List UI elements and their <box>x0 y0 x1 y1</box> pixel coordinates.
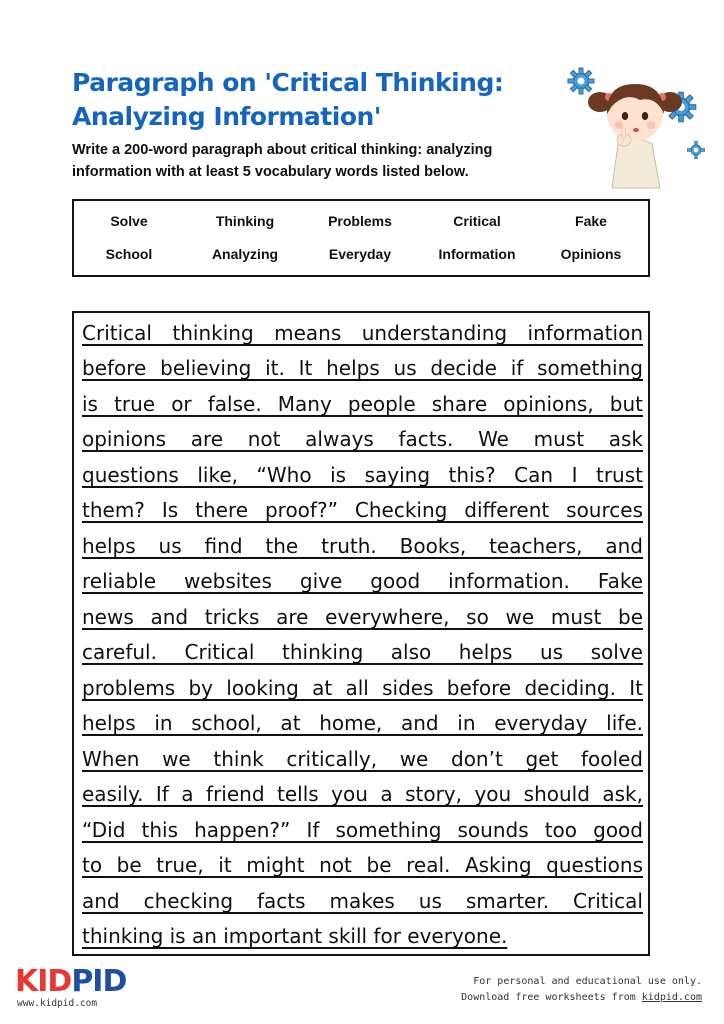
girl-thinking-illustration <box>582 70 692 190</box>
usage-note: For personal and educational use only. <box>473 976 702 987</box>
paragraph-line: is true or false. Many people share opinions, but <box>82 392 643 416</box>
website-url[interactable]: www.kidpid.com <box>17 998 98 1009</box>
paragraph-line: helps in school, at home, and in everyday life. <box>82 711 643 735</box>
download-note <box>461 990 702 1006</box>
paragraph-line: reliable websites give good information. Fake <box>82 569 643 593</box>
footer-note <box>461 974 702 1006</box>
paragraph-line: “Did this happen?” If something sounds too good <box>82 818 643 842</box>
worksheet-title: Paragraph on 'Critical Thinking: Analyzing Information' <box>72 68 504 131</box>
paragraph-line: to be true, it might not be real. Asking questions <box>82 853 643 877</box>
paragraph-line: When we think critically, we don’t get fooled <box>82 747 643 771</box>
vocab-word: Analyzing <box>211 246 279 262</box>
vocab-word: Solve <box>110 213 148 229</box>
paragraph-line: easily. If a friend tells you a story, you should ask, <box>82 782 643 806</box>
paragraph-line: careful. Critical thinking also helps us solve <box>82 640 643 664</box>
paragraph-line: problems by looking at all sides before deciding. It <box>82 676 643 700</box>
paragraph-line: helps us find the truth. Books, teachers, and <box>82 534 643 558</box>
worksheet-instructions: Write a 200-word paragraph about critical thinking: analyzing information with at least 5 vocabulary words listed below. <box>72 142 493 180</box>
paragraph-line: thinking is an important skill for everyone. <box>82 924 508 948</box>
kidpid-logo[interactable] <box>15 966 126 998</box>
vocab-word: Fake <box>575 213 607 229</box>
paragraph-line: them? Is there proof?” Checking different sources <box>82 498 643 522</box>
vocab-word: Problems <box>328 213 392 229</box>
vocab-word: Thinking <box>215 213 275 229</box>
download-note-prefix: Download free worksheets from <box>461 992 642 1003</box>
logo-text-pid: PID <box>71 964 127 999</box>
paragraph-line: questions like, “Who is saying this? Can I trust <box>82 463 643 487</box>
paragraph-line: and checking facts makes us smarter. Critical <box>82 889 643 913</box>
paragraph-line: before believing it. It helps us decide if something <box>82 356 643 380</box>
paragraph-line: Critical thinking means understanding information <box>82 321 643 345</box>
vocab-word: School <box>105 246 153 262</box>
vocab-word: Opinions <box>560 246 622 262</box>
paragraph-line: opinions are not always facts. We must ask <box>82 427 643 451</box>
logo-text-kid: KID <box>15 964 72 999</box>
paragraph-line: news and tricks are everywhere, so we must be <box>82 605 643 629</box>
kidpid-link[interactable]: kidpid.com <box>641 992 702 1003</box>
vocab-word: Everyday <box>328 246 392 262</box>
vocab-word: Information <box>438 246 516 262</box>
vocab-word: Critical <box>453 213 501 229</box>
vocabulary-box <box>72 199 650 277</box>
